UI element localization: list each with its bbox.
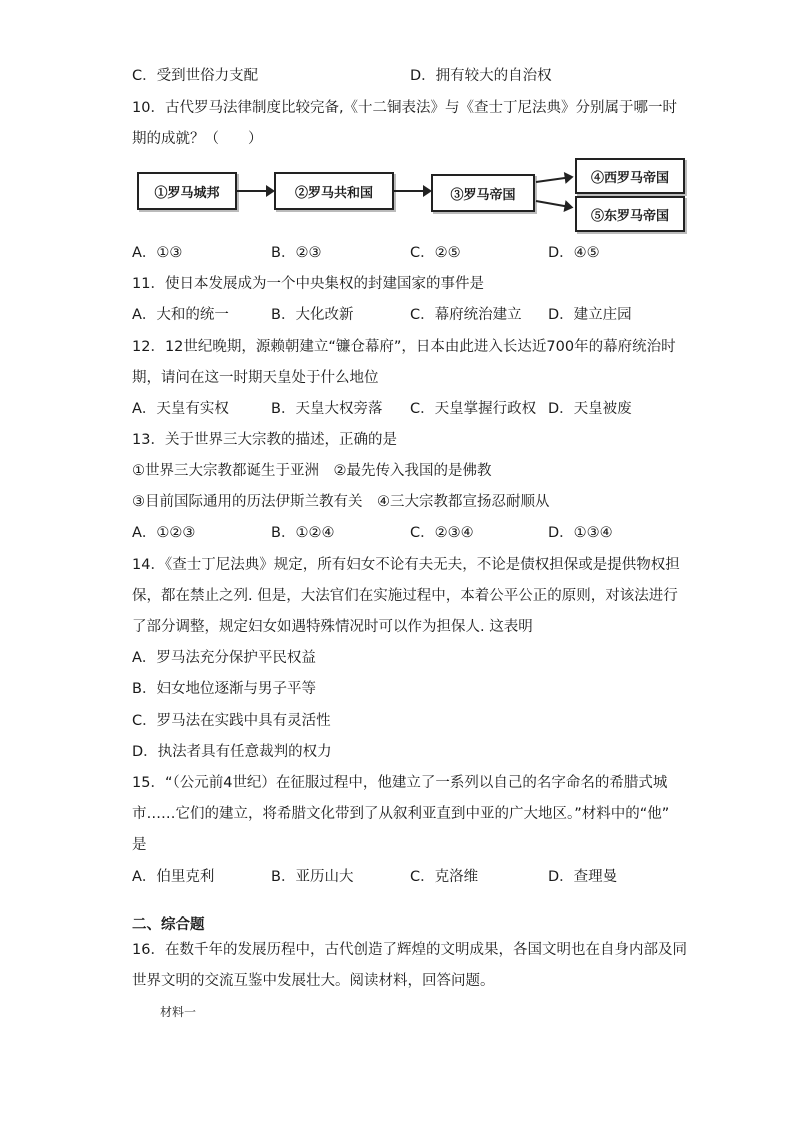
q11-option-d: D．建立庄园 xyxy=(548,307,632,323)
q14-option-c: C．罗马法在实践中具有灵活性 xyxy=(132,713,331,729)
q11-stem: 11．使日本发展成为一个中央集权的封建国家的事件是 xyxy=(132,276,484,292)
q10-option-b: B．②③ xyxy=(271,245,322,261)
q13-statement-line1: ①世界三大宗教都诞生于亚洲 ②最先传入我国的是佛教 xyxy=(132,463,492,479)
q14-option-d: D．执法者具有任意裁判的权力 xyxy=(132,744,332,760)
q14-stem-line2: 保，都在禁止之列. 但是，大法官们在实施过程中，本着公平公正的原则，对该法进行 xyxy=(132,588,678,604)
q10-stem-line2: 期的成就？（ ） xyxy=(132,131,263,147)
q16-stem-line2: 世界文明的交流互鉴中发展壮大。阅读材料，回答问题。 xyxy=(132,973,495,989)
q9-option-d: D．拥有较大的自治权 xyxy=(410,68,552,84)
q15-option-b: B．亚历山大 xyxy=(271,869,354,885)
q14-option-a: A．罗马法充分保护平民权益 xyxy=(132,650,316,666)
q13-statement-line2: ③目前国际通用的历法伊斯兰教有关 ④三大宗教都宣扬忍耐顺从 xyxy=(132,494,550,510)
diagram-arrow-2 xyxy=(394,190,424,192)
q9-option-c: C．受到世俗力支配 xyxy=(132,68,259,84)
section-title: 二、综合题 xyxy=(132,917,205,933)
q10-stem-line1: 10．古代罗马法律制度比较完备,《十二铜表法》与《查士丁尼法典》分别属于哪一时 xyxy=(132,100,678,116)
diagram-arrow-1 xyxy=(237,190,267,192)
q16-stem-line1: 16．在数千年的发展历程中，古代创造了辉煌的文明成果，各国文明也在自身内部及同 xyxy=(132,942,687,958)
material-label: 材料一 xyxy=(160,1005,197,1019)
q11-option-c: C．幕府统治建立 xyxy=(410,307,522,323)
q15-stem-line3: 是 xyxy=(132,837,147,853)
diagram-box-roman-empire: ③罗马帝国 xyxy=(431,174,535,212)
diagram-arrow-3b xyxy=(536,200,566,207)
q12-option-b: B．天皇大权旁落 xyxy=(271,401,383,417)
q11-option-a: A．大和的统一 xyxy=(132,307,229,323)
diagram-box-western-roman-empire: ④西罗马帝国 xyxy=(575,158,685,194)
q13-option-a: A．①②③ xyxy=(132,525,196,541)
diagram-box-roman-republic: ②罗马共和国 xyxy=(274,172,394,210)
q11-option-b: B．大化改新 xyxy=(271,307,354,323)
q12-option-c: C．天皇掌握行政权 xyxy=(410,401,537,417)
q15-option-d: D．查理曼 xyxy=(548,869,618,885)
q15-stem-line1: 15．“（公元前4世纪）在征服过程中，他建立了一系列以自己的名字命名的希腊式城 xyxy=(132,775,668,791)
q10-option-d: D．④⑤ xyxy=(548,245,600,261)
q12-stem-line2: 期，请问在这一时期天皇处于什么地位 xyxy=(132,370,379,386)
q12-stem-line1: 12．12世纪晚期，源赖朝建立“镰仓幕府”，日本由此进入长达近700年的幕府统治时 xyxy=(132,339,676,355)
q12-option-a: A．天皇有实权 xyxy=(132,401,229,417)
q14-stem-line3: 了部分调整，规定妇女如遇特殊情况时可以作为担保人. 这表明 xyxy=(132,619,533,635)
q12-option-d: D．天皇被废 xyxy=(548,401,632,417)
q10-option-c: C．②⑤ xyxy=(410,245,461,261)
diagram-box-eastern-roman-empire: ⑤东罗马帝国 xyxy=(575,196,685,232)
q13-stem: 13．关于世界三大宗教的描述，正确的是 xyxy=(132,432,397,448)
diagram-box-roman-city-state: ①罗马城邦 xyxy=(137,172,237,210)
q14-option-b: B．妇女地位逐渐与男子平等 xyxy=(132,681,316,697)
q13-option-c: C．②③④ xyxy=(410,525,474,541)
q15-option-c: C．克洛维 xyxy=(410,869,479,885)
q13-option-d: D．①③④ xyxy=(548,525,613,541)
q14-stem-line1: 14．《查士丁尼法典》规定，所有妇女不论有夫无夫，不论是债权担保或是提供物权担 xyxy=(132,557,680,573)
q10-option-a: A．①③ xyxy=(132,245,183,261)
q13-option-b: B．①②④ xyxy=(271,525,335,541)
diagram-arrow-3a xyxy=(536,177,566,183)
q15-option-a: A．伯里克利 xyxy=(132,869,215,885)
q15-stem-line2: 市……它们的建立，将希腊文化带到了从叙利亚直到中亚的广大地区。”材料中的“他” xyxy=(132,806,670,822)
